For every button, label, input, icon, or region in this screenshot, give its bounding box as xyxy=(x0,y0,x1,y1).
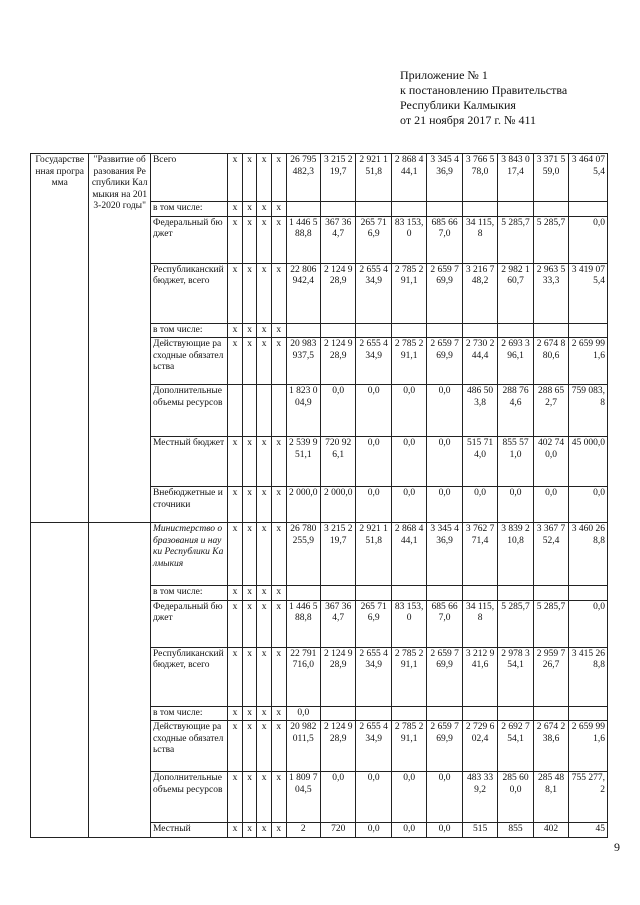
year-value-cell: 2 659 991,6 xyxy=(569,721,608,772)
year-value-cell: 3 839 210,8 xyxy=(498,523,533,586)
year-value-cell: 0,0 xyxy=(391,487,426,523)
year-value-cell: 0,0 xyxy=(427,487,462,523)
code-cell: x xyxy=(228,216,243,263)
total-value-cell: 2 539 951,1 xyxy=(286,437,320,487)
appendix-region: Республики Калмыкия xyxy=(400,98,516,112)
year-value-cell: 367 364,7 xyxy=(320,216,355,263)
year-value-cell xyxy=(533,202,568,217)
year-value-cell: 2 693 396,1 xyxy=(498,338,533,385)
year-value-cell: 515 xyxy=(462,823,497,838)
year-value-cell: 2 655 434,9 xyxy=(356,263,391,323)
year-value-cell xyxy=(356,586,391,601)
year-value-cell: 2 674 238,6 xyxy=(533,721,568,772)
appendix-header xyxy=(400,68,630,128)
year-value-cell: 2 655 434,9 xyxy=(356,647,391,706)
year-value-cell: 0,0 xyxy=(356,487,391,523)
year-value-cell: 855 xyxy=(498,823,533,838)
year-value-cell: 3 464 075,4 xyxy=(569,154,608,202)
total-value-cell: 22 806 942,4 xyxy=(286,263,320,323)
year-value-cell: 5 285,7 xyxy=(498,600,533,647)
code-cell: x xyxy=(242,523,257,586)
year-value-cell xyxy=(498,323,533,338)
year-value-cell: 0,0 xyxy=(391,772,426,823)
row-label: Министерство образования и науки Республики Калмыкия xyxy=(150,523,227,586)
year-value-cell xyxy=(498,202,533,217)
year-value-cell: 2 655 434,9 xyxy=(356,721,391,772)
year-value-cell: 486 503,8 xyxy=(462,385,497,437)
year-value-cell: 855 571,0 xyxy=(498,437,533,487)
code-cell xyxy=(228,385,243,437)
code-cell: x xyxy=(242,647,257,706)
code-cell: x xyxy=(271,437,286,487)
year-value-cell: 2 921 151,8 xyxy=(356,154,391,202)
code-cell: x xyxy=(257,706,272,721)
code-cell: x xyxy=(257,772,272,823)
code-cell: x xyxy=(228,706,243,721)
program-name-cell: "Развитие образования Республики Калмыкия на 2013-2020 годы" xyxy=(89,154,151,523)
code-cell: x xyxy=(257,437,272,487)
code-cell: x xyxy=(242,487,257,523)
code-cell: x xyxy=(242,323,257,338)
code-cell: x xyxy=(271,216,286,263)
year-value-cell xyxy=(427,202,462,217)
year-value-cell: 0,0 xyxy=(569,216,608,263)
year-value-cell xyxy=(391,586,426,601)
code-cell: x xyxy=(257,202,272,217)
code-cell: x xyxy=(257,216,272,263)
code-cell: x xyxy=(242,202,257,217)
code-cell: x xyxy=(242,600,257,647)
year-value-cell: 34 115,8 xyxy=(462,216,497,263)
year-value-cell: 2 785 291,1 xyxy=(391,263,426,323)
year-value-cell: 2 868 444,1 xyxy=(391,154,426,202)
year-value-cell: 367 364,7 xyxy=(320,600,355,647)
code-cell: x xyxy=(242,706,257,721)
year-value-cell: 0,0 xyxy=(462,487,497,523)
table-row xyxy=(31,154,608,202)
year-value-cell: 3 419 075,4 xyxy=(569,263,608,323)
year-value-cell: 45 xyxy=(569,823,608,838)
year-value-cell xyxy=(462,706,497,721)
code-cell: x xyxy=(228,523,243,586)
year-value-cell xyxy=(462,202,497,217)
code-cell: x xyxy=(257,721,272,772)
year-value-cell: 3 415 268,8 xyxy=(569,647,608,706)
year-value-cell xyxy=(498,706,533,721)
year-value-cell: 2 659 991,6 xyxy=(569,338,608,385)
code-cell: x xyxy=(271,772,286,823)
code-cell: x xyxy=(228,263,243,323)
code-cell: x xyxy=(257,647,272,706)
appendix-ref: к постановлению Правительства xyxy=(400,83,568,97)
code-cell xyxy=(242,385,257,437)
table-row xyxy=(31,523,608,586)
year-value-cell: 2 785 291,1 xyxy=(391,647,426,706)
code-cell: x xyxy=(257,263,272,323)
code-cell: x xyxy=(228,338,243,385)
page-number: 9 xyxy=(614,840,620,854)
year-value-cell: 0,0 xyxy=(427,772,462,823)
row-label: Действующие расходные обязательства xyxy=(150,721,227,772)
row-label: Местный xyxy=(150,823,227,838)
year-value-cell xyxy=(462,586,497,601)
year-value-cell xyxy=(569,202,608,217)
total-value-cell: 2 xyxy=(286,823,320,838)
year-value-cell xyxy=(356,706,391,721)
year-value-cell: 402 740,0 xyxy=(533,437,568,487)
code-cell xyxy=(271,385,286,437)
row-label: Дополнительные объемы ресурсов xyxy=(150,385,227,437)
year-value-cell: 2 124 928,9 xyxy=(320,338,355,385)
year-value-cell: 2 692 754,1 xyxy=(498,721,533,772)
code-cell: x xyxy=(271,647,286,706)
program-name-cell xyxy=(89,523,151,838)
code-cell: x xyxy=(228,647,243,706)
year-value-cell xyxy=(356,202,391,217)
year-value-cell xyxy=(391,323,426,338)
total-value-cell: 1 446 588,8 xyxy=(286,216,320,263)
year-value-cell: 0,0 xyxy=(320,385,355,437)
year-value-cell: 2 124 928,9 xyxy=(320,721,355,772)
appendix-date: от 21 ноября 2017 г. № 411 xyxy=(400,113,536,127)
code-cell: x xyxy=(271,263,286,323)
code-cell: x xyxy=(257,154,272,202)
year-value-cell: 3 345 436,9 xyxy=(427,154,462,202)
year-value-cell xyxy=(427,586,462,601)
code-cell: x xyxy=(242,823,257,838)
code-cell: x xyxy=(271,487,286,523)
year-value-cell: 285 488,1 xyxy=(533,772,568,823)
year-value-cell: 2 124 928,9 xyxy=(320,263,355,323)
year-value-cell: 0,0 xyxy=(569,487,608,523)
row-label: Дополнительные объемы ресурсов xyxy=(150,772,227,823)
row-label: в том числе: xyxy=(150,323,227,338)
code-cell xyxy=(257,385,272,437)
total-value-cell: 26 780 255,9 xyxy=(286,523,320,586)
total-value-cell: 26 795 482,3 xyxy=(286,154,320,202)
program-type-cell xyxy=(31,523,89,838)
year-value-cell xyxy=(320,706,355,721)
year-value-cell: 685 667,0 xyxy=(427,216,462,263)
year-value-cell: 3 216 748,2 xyxy=(462,263,497,323)
year-value-cell: 3 215 219,7 xyxy=(320,523,355,586)
year-value-cell: 0,0 xyxy=(498,487,533,523)
total-value-cell xyxy=(286,586,320,601)
year-value-cell: 2 674 880,6 xyxy=(533,338,568,385)
code-cell: x xyxy=(242,263,257,323)
budget-table xyxy=(30,153,608,838)
year-value-cell: 0,0 xyxy=(356,437,391,487)
code-cell: x xyxy=(257,523,272,586)
code-cell: x xyxy=(271,323,286,338)
code-cell: x xyxy=(257,586,272,601)
year-value-cell: 83 153,0 xyxy=(391,216,426,263)
year-value-cell: 2 921 151,8 xyxy=(356,523,391,586)
code-cell: x xyxy=(271,600,286,647)
year-value-cell: 720 926,1 xyxy=(320,437,355,487)
code-cell: x xyxy=(271,586,286,601)
year-value-cell xyxy=(356,323,391,338)
year-value-cell: 83 153,0 xyxy=(391,600,426,647)
code-cell: x xyxy=(271,823,286,838)
total-value-cell: 22 791 716,0 xyxy=(286,647,320,706)
year-value-cell: 2 659 769,9 xyxy=(427,721,462,772)
year-value-cell: 2 868 444,1 xyxy=(391,523,426,586)
row-label: в том числе: xyxy=(150,706,227,721)
year-value-cell: 685 667,0 xyxy=(427,600,462,647)
year-value-cell xyxy=(320,586,355,601)
code-cell: x xyxy=(271,706,286,721)
year-value-cell: 3 766 578,0 xyxy=(462,154,497,202)
year-value-cell xyxy=(391,706,426,721)
code-cell: x xyxy=(228,772,243,823)
code-cell: x xyxy=(257,600,272,647)
year-value-cell: 3 215 219,7 xyxy=(320,154,355,202)
row-label: Республиканский бюджет, всего xyxy=(150,647,227,706)
year-value-cell: 5 285,7 xyxy=(498,216,533,263)
code-cell: x xyxy=(271,721,286,772)
year-value-cell: 0,0 xyxy=(427,385,462,437)
code-cell: x xyxy=(228,202,243,217)
total-value-cell xyxy=(286,202,320,217)
code-cell: x xyxy=(257,487,272,523)
year-value-cell: 288 652,7 xyxy=(533,385,568,437)
year-value-cell xyxy=(533,706,568,721)
year-value-cell xyxy=(569,323,608,338)
total-value-cell: 2 000,0 xyxy=(286,487,320,523)
code-cell: x xyxy=(242,338,257,385)
year-value-cell: 2 124 928,9 xyxy=(320,647,355,706)
year-value-cell: 2 000,0 xyxy=(320,487,355,523)
year-value-cell: 2 785 291,1 xyxy=(391,338,426,385)
total-value-cell xyxy=(286,323,320,338)
year-value-cell: 285 600,0 xyxy=(498,772,533,823)
total-value-cell: 0,0 xyxy=(286,706,320,721)
year-value-cell: 0,0 xyxy=(569,600,608,647)
row-label: Федеральный бюджет xyxy=(150,216,227,263)
total-value-cell: 1 446 588,8 xyxy=(286,600,320,647)
row-label: Федеральный бюджет xyxy=(150,600,227,647)
code-cell: x xyxy=(242,154,257,202)
row-label: в том числе: xyxy=(150,202,227,217)
year-value-cell: 0,0 xyxy=(320,772,355,823)
code-cell: x xyxy=(242,437,257,487)
code-cell: x xyxy=(271,154,286,202)
code-cell: x xyxy=(228,600,243,647)
row-label: Внебюджетные источники xyxy=(150,487,227,523)
year-value-cell xyxy=(427,323,462,338)
code-cell: x xyxy=(242,216,257,263)
year-value-cell: 3 367 752,4 xyxy=(533,523,568,586)
appendix-title: Приложение № 1 xyxy=(400,68,488,82)
year-value-cell: 0,0 xyxy=(427,437,462,487)
year-value-cell: 0,0 xyxy=(356,385,391,437)
year-value-cell: 483 339,2 xyxy=(462,772,497,823)
code-cell: x xyxy=(228,323,243,338)
year-value-cell: 265 716,9 xyxy=(356,600,391,647)
total-value-cell: 20 982 011,5 xyxy=(286,721,320,772)
year-value-cell: 0,0 xyxy=(533,487,568,523)
code-cell: x xyxy=(228,154,243,202)
row-label: Всего xyxy=(150,154,227,202)
row-label: Республиканский бюджет, всего xyxy=(150,263,227,323)
code-cell: x xyxy=(257,823,272,838)
year-value-cell: 5 285,7 xyxy=(533,600,568,647)
year-value-cell: 0,0 xyxy=(391,437,426,487)
year-value-cell xyxy=(533,586,568,601)
code-cell: x xyxy=(228,721,243,772)
year-value-cell: 0,0 xyxy=(391,385,426,437)
year-value-cell: 5 285,7 xyxy=(533,216,568,263)
code-cell: x xyxy=(271,202,286,217)
year-value-cell: 759 083,8 xyxy=(569,385,608,437)
total-value-cell: 1 823 004,9 xyxy=(286,385,320,437)
year-value-cell: 755 277,2 xyxy=(569,772,608,823)
year-value-cell: 3 212 941,6 xyxy=(462,647,497,706)
year-value-cell: 2 659 769,9 xyxy=(427,338,462,385)
code-cell: x xyxy=(271,523,286,586)
year-value-cell: 0,0 xyxy=(391,823,426,838)
year-value-cell xyxy=(498,586,533,601)
year-value-cell: 2 659 769,9 xyxy=(427,263,462,323)
year-value-cell xyxy=(569,706,608,721)
year-value-cell: 2 978 354,1 xyxy=(498,647,533,706)
code-cell: x xyxy=(271,338,286,385)
year-value-cell xyxy=(320,202,355,217)
row-label: Местный бюджет xyxy=(150,437,227,487)
row-label: Действующие расходные обязательства xyxy=(150,338,227,385)
code-cell: x xyxy=(228,437,243,487)
year-value-cell: 2 982 160,7 xyxy=(498,263,533,323)
code-cell: x xyxy=(257,323,272,338)
year-value-cell xyxy=(391,202,426,217)
year-value-cell: 3 460 268,8 xyxy=(569,523,608,586)
year-value-cell: 3 843 017,4 xyxy=(498,154,533,202)
code-cell: x xyxy=(228,823,243,838)
year-value-cell: 2 963 533,3 xyxy=(533,263,568,323)
year-value-cell: 288 764,6 xyxy=(498,385,533,437)
year-value-cell: 2 655 434,9 xyxy=(356,338,391,385)
year-value-cell: 2 959 726,7 xyxy=(533,647,568,706)
total-value-cell: 1 809 704,5 xyxy=(286,772,320,823)
year-value-cell: 3 762 771,4 xyxy=(462,523,497,586)
year-value-cell xyxy=(320,323,355,338)
code-cell: x xyxy=(228,487,243,523)
program-type-cell: Государственная программа xyxy=(31,154,89,523)
code-cell: x xyxy=(257,338,272,385)
year-value-cell: 3 345 436,9 xyxy=(427,523,462,586)
year-value-cell: 2 659 769,9 xyxy=(427,647,462,706)
year-value-cell: 515 714,0 xyxy=(462,437,497,487)
year-value-cell: 3 371 559,0 xyxy=(533,154,568,202)
year-value-cell xyxy=(569,586,608,601)
year-value-cell: 0,0 xyxy=(356,823,391,838)
year-value-cell: 2 785 291,1 xyxy=(391,721,426,772)
year-value-cell xyxy=(533,323,568,338)
year-value-cell: 265 716,9 xyxy=(356,216,391,263)
year-value-cell xyxy=(462,323,497,338)
code-cell: x xyxy=(242,772,257,823)
year-value-cell: 2 729 602,4 xyxy=(462,721,497,772)
row-label: в том числе: xyxy=(150,586,227,601)
year-value-cell: 0,0 xyxy=(427,823,462,838)
code-cell: x xyxy=(242,721,257,772)
year-value-cell: 45 000,0 xyxy=(569,437,608,487)
year-value-cell: 402 xyxy=(533,823,568,838)
year-value-cell: 720 xyxy=(320,823,355,838)
code-cell: x xyxy=(228,586,243,601)
year-value-cell xyxy=(427,706,462,721)
code-cell: x xyxy=(242,586,257,601)
year-value-cell: 34 115,8 xyxy=(462,600,497,647)
year-value-cell: 2 730 244,4 xyxy=(462,338,497,385)
year-value-cell: 0,0 xyxy=(356,772,391,823)
total-value-cell: 20 983 937,5 xyxy=(286,338,320,385)
